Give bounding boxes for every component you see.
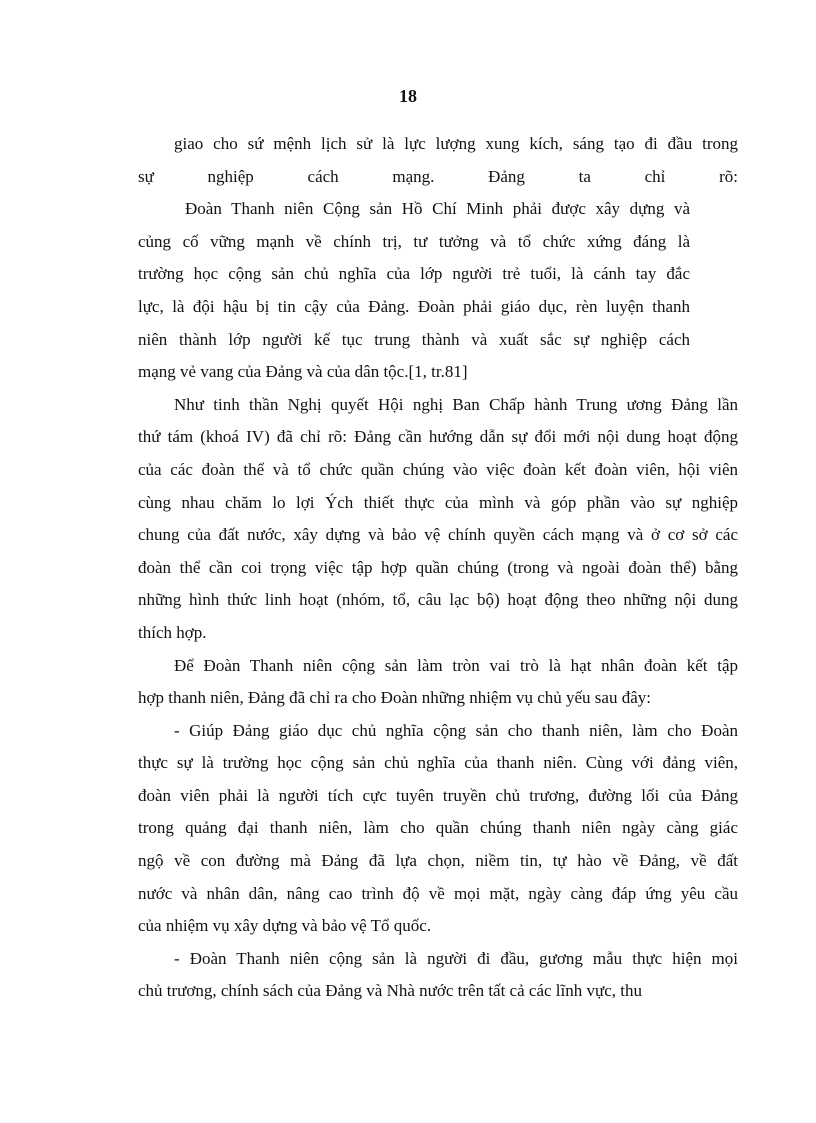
text-line: đoàn viên phải là người tích cực tuyên truyền chủ trương, đường lối của Đảng [138,785,738,805]
text-line: thích hợp. [138,622,207,642]
quote-line: mạng vẻ vang của Đảng và của dân tộc.[1, tr.81] [138,362,468,382]
text-line: - Đoàn Thanh niên cộng sản là người đi đầu, gương mẫu thực hiện mọi [174,948,738,968]
quote-line: Đoàn Thanh niên Cộng sản Hồ Chí Minh phải được xây dựng và [185,199,690,219]
body-text [138,128,738,1008]
paragraph-tasks-intro [138,650,738,715]
paragraph-task-one [138,715,738,943]
text-line: sự nghiệp cách mạng. Đảng ta chỉ rõ: [138,166,738,186]
text-line: giao cho sứ mệnh lịch sử là lực lượng xung kích, sáng tạo đi đầu trong [174,134,738,153]
text-line: những hình thức linh hoạt (nhóm, tổ, câu lạc bộ) hoạt động theo những nội dung [138,590,738,610]
text-line: thứ tám (khoá IV) đã chỉ rõ: Đảng cần hướng dẫn sự đổi mới nội dung hoạt động [138,427,738,447]
quote-line: củng cố vững mạnh về chính trị, tư tưởng và tổ chức xứng đáng là [138,231,690,251]
text-line: Như tinh thần Nghị quyết Hội nghị Ban Chấp hành Trung ương Đảng lần [174,394,738,414]
text-line: trong quảng đại thanh niên, làm cho quần chúng thanh niên ngày càng giác [138,818,738,838]
text-line: đoàn thể cần coi trọng việc tập hợp quần chúng (trong và ngoài đoàn thể) bằng [138,557,738,577]
text-line: của nhiệm vụ xây dựng và bảo vệ Tổ quốc. [138,916,432,936]
text-line: của các đoàn thể và tổ chức quần chúng vào việc đoàn kết đoàn viên, hội viên [138,459,738,479]
text-line: chung của đất nước, xây dựng và bảo vệ chính quyền cách mạng và ở cơ sở các [138,525,738,545]
text-line: - Giúp Đảng giáo dục chủ nghĩa cộng sản cho thanh niên, làm cho Đoàn [174,720,738,740]
text-line: hợp thanh niên, Đảng đã chỉ ra cho Đoàn những nhiệm vụ chủ yếu sau đây: [138,688,651,708]
quote-line: lực, là đội hậu bị tin cậy của Đảng. Đoàn phải giáo dục, rèn luyện thanh [138,296,690,316]
text-line: chủ trương, chính sách của Đảng và Nhà nước trên tất cả các lĩnh vực, thu [138,981,642,1001]
quote-line: trường học cộng sản chủ nghĩa của lớp người trẻ tuổi, là cánh tay đắc [138,264,690,284]
block-quote [138,193,690,389]
paragraph-resolution [138,389,738,650]
text-line: thực sự là trường học cộng sản chủ nghĩa của thanh niên. Cùng với đảng viên, [138,753,738,773]
text-line: nước và nhân dân, nâng cao trình độ về mọi mặt, ngày càng đáp ứng yêu cầu [138,883,738,903]
paragraph-intro [138,128,738,193]
text-line: cùng nhau chăm lo lợi Ých thiết thực của mình và góp phần vào sự nghiệp [138,492,738,512]
page-number: 18 [399,86,417,106]
text-line: Để Đoàn Thanh niên cộng sản làm tròn vai trò là hạt nhân đoàn kết tập [174,655,738,675]
paragraph-task-two [138,943,738,1008]
quote-line: niên thành lớp người kế tục trung thành và xuất sắc sự nghiệp cách [138,329,690,349]
text-line: ngộ về con đường mà Đảng đã lựa chọn, niềm tin, tự hào về Đảng, về đất [138,851,738,871]
